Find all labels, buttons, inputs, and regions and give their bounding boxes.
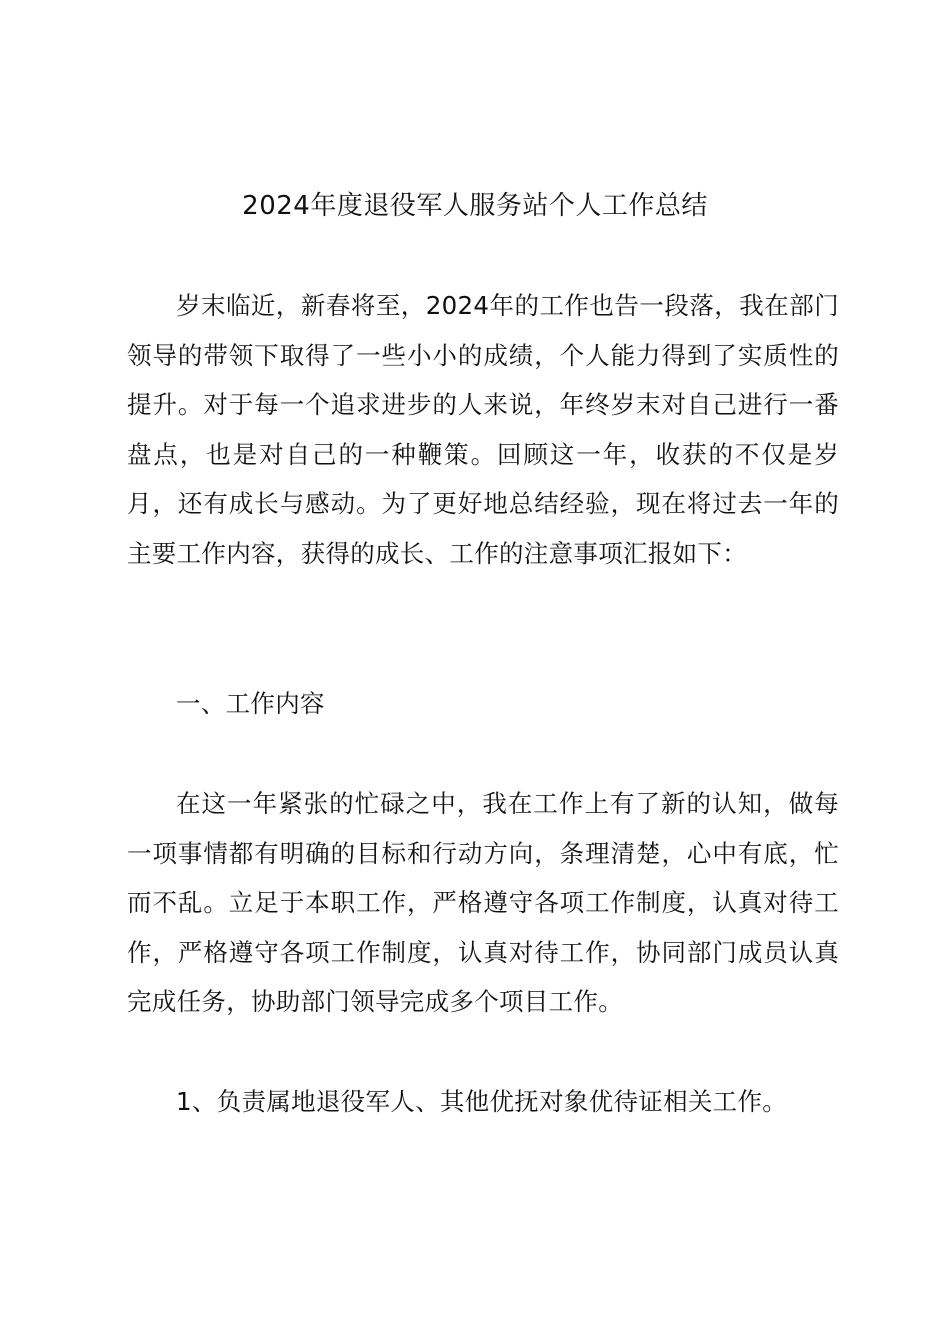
work-content-paragraph: 在这一年紧张的忙碌之中，我在工作上有了新的认知，做每一项事情都有明确的目标和行动方向，条理清楚，心中有底，忙而不乱。立足于本职工作，严格遵守各项工作制度，认真对待工作，严格遵守各项工作制度，认真对待工作，协同部门成员认真完成任务，协助部门领导完成多个项目工作。 [127, 789, 839, 1016]
work-item-1: 1、负责属地退役军人、其他优抚对象优待证相关工作。 [176, 1087, 788, 1116]
document-title: 2024年度退役军人服务站个人工作总结 [242, 191, 708, 221]
section-heading-work-content: 一、工作内容 [176, 689, 325, 718]
intro-paragraph: 岁末临近，新春将至，2024年的工作也告一段落，我在部门领导的带领下取得了一些小小的成绩，个人能力得到了实质性的提升。对于每一个追求进步的人来说，年终岁末对自己进行一番盘点，也是对自己的一种鞭策。回顾这一年，收获的不仅是岁月，还有成长与感动。为了更好地总结经验，现在将过去一年的主要工作内容，获得的成长、工作的注意事项汇报如下： [127, 291, 839, 568]
